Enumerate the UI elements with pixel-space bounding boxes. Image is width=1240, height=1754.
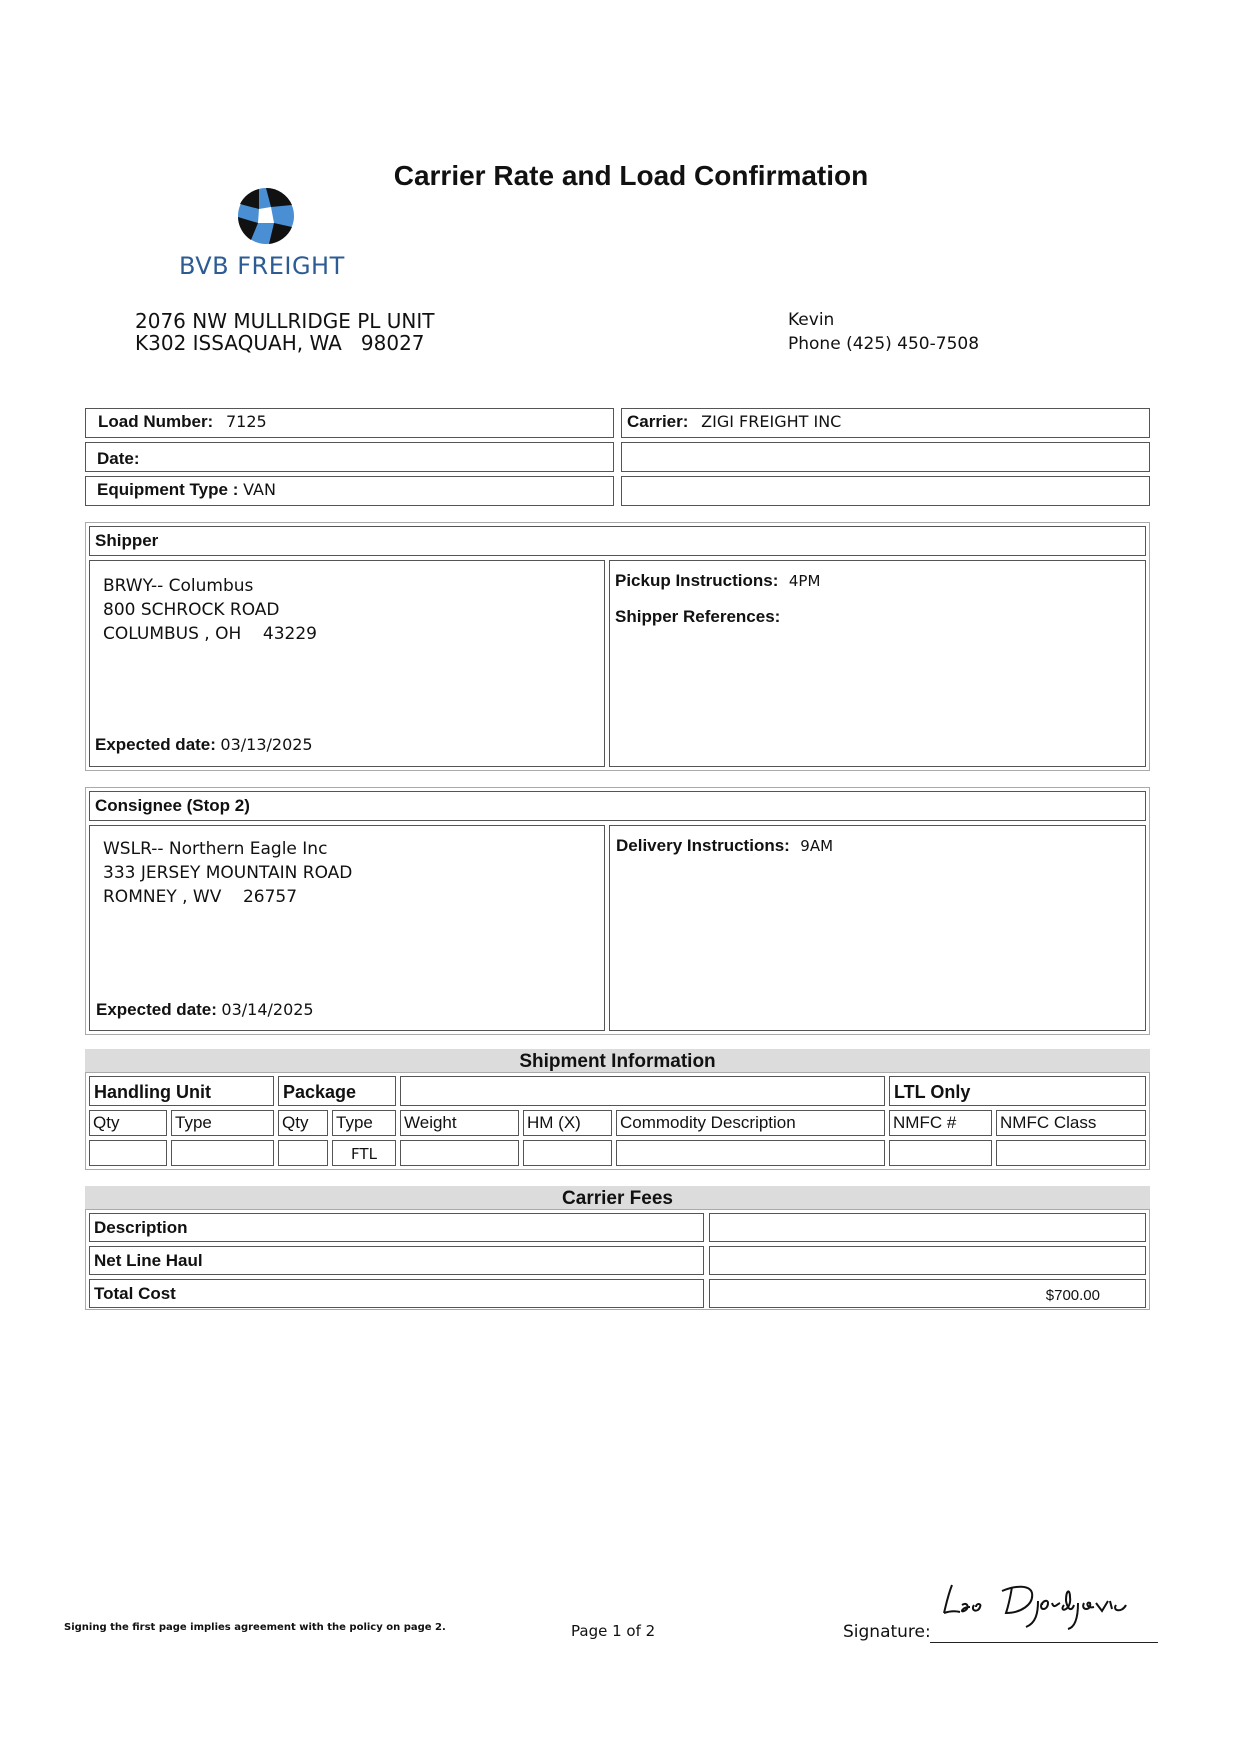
net-line-haul-value-cell <box>709 1246 1146 1275</box>
equipment-cell <box>85 476 614 506</box>
cell-pkg-qty <box>278 1140 328 1166</box>
signature-label: Signature: <box>843 1622 931 1642</box>
empty-cell-2 <box>621 476 1150 506</box>
carrier-value: ZIGI FREIGHT INC <box>701 412 842 431</box>
document-title: Carrier Rate and Load Confirmation <box>393 160 869 191</box>
shipper-heading-cell <box>89 526 1146 556</box>
address-line-1: 2076 NW MULLRIDGE PL UNIT <box>135 309 435 333</box>
cell-weight <box>400 1140 519 1166</box>
load-number-value: 7125 <box>225 412 267 431</box>
cell-nmfc <box>889 1140 992 1166</box>
fee-description-label-cell: Description <box>89 1213 704 1242</box>
package-group: Package <box>278 1076 396 1106</box>
date-cell <box>85 442 614 472</box>
consignee-heading-cell <box>89 791 1146 821</box>
cell-commodity <box>616 1140 885 1166</box>
pickup-instructions-value: 4PM <box>788 572 821 590</box>
col-nmfc: NMFC # <box>889 1110 992 1136</box>
company-address <box>135 310 435 354</box>
shipper-expected-date: 03/13/2025 <box>220 735 313 754</box>
signature-line <box>930 1642 1158 1643</box>
ltl-only-group: LTL Only <box>889 1076 1146 1106</box>
shipper-city: COLUMBUS , OH 43229 <box>103 624 317 644</box>
date-label: Date: <box>97 449 140 468</box>
shipper-instructions-cell <box>609 560 1146 767</box>
net-line-haul-label-cell: Net Line Haul <box>89 1246 704 1275</box>
empty-cell-1 <box>621 442 1150 472</box>
consignee-heading: Consignee (Stop 2) <box>95 796 250 815</box>
shipper-street: 800 SCHROCK ROAD <box>103 600 280 620</box>
contact-block <box>788 308 979 356</box>
col-qty: Qty <box>89 1110 167 1136</box>
col-nmfc-class: NMFC Class <box>996 1110 1146 1136</box>
equipment-label: Equipment Type : <box>97 480 239 499</box>
spacer-group <box>400 1076 885 1106</box>
carrier-fees-heading: Carrier Fees <box>85 1186 1150 1209</box>
delivery-instructions-cell <box>609 825 1146 1031</box>
col-hm: HM (X) <box>523 1110 612 1136</box>
col-commodity: Commodity Description <box>616 1110 885 1136</box>
contact-phone: Phone (425) 450-7508 <box>788 334 980 354</box>
carrier-cell <box>621 408 1150 438</box>
load-number-cell <box>85 408 614 438</box>
consignee-address-cell <box>89 825 605 1031</box>
consignee-expected-label: Expected date: <box>96 1000 217 1019</box>
total-cost-label-cell: Total Cost <box>89 1279 704 1308</box>
cell-pkg-type: FTL <box>332 1140 396 1166</box>
address-line-2: K302 ISSAQUAH, WA 98027 <box>135 331 425 355</box>
delivery-instructions-label: Delivery Instructions: <box>616 836 790 855</box>
pickup-instructions-label: Pickup Instructions: <box>615 571 779 590</box>
handling-unit-group: Handling Unit <box>89 1076 274 1106</box>
col-pkg-type: Type <box>332 1110 396 1136</box>
shipper-references-label: Shipper References: <box>615 607 781 626</box>
col-weight: Weight <box>400 1110 519 1136</box>
shipper-address-cell <box>89 560 605 767</box>
shipper-expected-label: Expected date: <box>95 735 216 754</box>
cell-type <box>171 1140 274 1166</box>
policy-note: Signing the first page implies agreement with the policy on page 2. <box>64 1622 446 1633</box>
total-cost-value-cell <box>709 1279 1146 1308</box>
load-number-label: Load Number: <box>98 412 214 431</box>
equipment-value: VAN <box>243 480 276 499</box>
col-type: Type <box>171 1110 274 1136</box>
shipper-heading: Shipper <box>95 531 159 550</box>
consignee-expected-date: 03/14/2025 <box>221 1000 314 1019</box>
total-cost-value: $700.00 <box>1045 1287 1100 1304</box>
contact-name: Kevin <box>788 310 835 330</box>
logo-text: BVB FREIGHT <box>179 252 345 280</box>
shipper-name: BRWY-- Columbus <box>103 576 254 596</box>
aperture-logo-icon <box>237 187 295 245</box>
shipment-info-heading: Shipment Information <box>85 1049 1150 1072</box>
col-pkg-qty: Qty <box>278 1110 328 1136</box>
cell-nmfc-class <box>996 1140 1146 1166</box>
cell-hm <box>523 1140 612 1166</box>
consignee-city: ROMNEY , WV 26757 <box>103 887 298 907</box>
cell-qty <box>89 1140 167 1166</box>
handwritten-signature <box>940 1575 1190 1635</box>
page-number: Page 1 of 2 <box>571 1622 656 1640</box>
carrier-label: Carrier: <box>627 412 689 431</box>
fee-description-value-cell <box>709 1213 1146 1242</box>
consignee-name: WSLR-- Northern Eagle Inc <box>103 839 328 859</box>
consignee-street: 333 JERSEY MOUNTAIN ROAD <box>103 863 353 883</box>
delivery-instructions-value: 9AM <box>800 837 834 855</box>
